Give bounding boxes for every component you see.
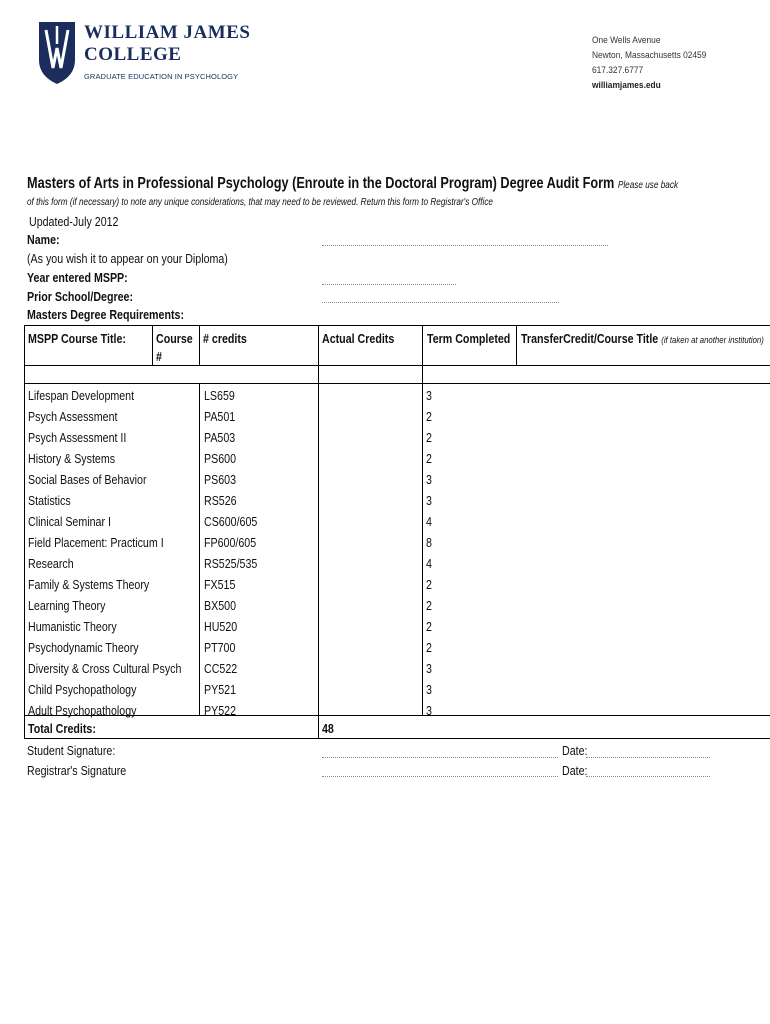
- course-code-cell: PA501: [204, 409, 236, 424]
- student-date-field[interactable]: [586, 757, 710, 758]
- course-code-cell: LS659: [204, 388, 235, 403]
- course-code-cell: BX500: [204, 598, 237, 613]
- course-credits-cell: 4: [426, 556, 432, 571]
- header-actual-credits: Actual Credits: [322, 331, 395, 346]
- registrar-date-field[interactable]: [586, 776, 710, 777]
- total-credits-value: 48: [322, 721, 334, 736]
- header-course-title: MSPP Course Title:: [28, 331, 126, 346]
- address-city: Newton, Massachusetts 02459: [592, 50, 707, 61]
- course-credits-cell: 3: [426, 682, 432, 697]
- course-title-cell: Family & Systems Theory: [28, 577, 150, 592]
- registrar-date-label: Date:: [562, 763, 588, 778]
- registrar-signature-field[interactable]: [322, 776, 558, 777]
- course-credits-cell: 2: [426, 409, 432, 424]
- form-title-text: Masters of Arts in Professional Psychology (Enroute in the Doctoral Program) Degree Audit Form: [27, 175, 615, 192]
- course-title-cell: Clinical Seminar I: [28, 514, 111, 529]
- course-code-cell: FP600/605: [204, 535, 257, 550]
- header-transfer-note: (if taken at another institution): [661, 335, 764, 346]
- course-credits-cell: 3: [426, 388, 432, 403]
- course-credits-cell: 2: [426, 640, 432, 655]
- course-code-cell: CC522: [204, 661, 238, 676]
- course-credits-cell: 3: [426, 703, 432, 718]
- prior-school-field[interactable]: [322, 302, 559, 303]
- course-code-cell: RS526: [204, 493, 237, 508]
- address-phone: 617.327.6777: [592, 65, 644, 76]
- header-transfer-credit: [521, 330, 764, 349]
- header-course-number-symbol: #: [156, 349, 162, 364]
- course-code-cell: PY521: [204, 682, 237, 697]
- course-code-cell: PS600: [204, 451, 237, 466]
- student-signature-field[interactable]: [322, 757, 558, 758]
- course-code-cell: PT700: [204, 640, 236, 655]
- course-credits-cell: 2: [426, 619, 432, 634]
- course-title-cell: Learning Theory: [28, 598, 106, 613]
- brand-tagline: GRADUATE EDUCATION IN PSYCHOLOGY: [84, 72, 239, 81]
- course-credits-cell: 2: [426, 430, 432, 445]
- course-title-cell: Field Placement: Practicum I: [28, 535, 164, 550]
- website-link[interactable]: williamjames.edu: [592, 80, 661, 91]
- header-credits: # credits: [203, 331, 247, 346]
- form-title-note: Please use back: [617, 180, 679, 191]
- registrar-signature-label: Registrar's Signature: [27, 763, 127, 778]
- brand-name-line1: WILLIAM JAMES: [84, 22, 251, 43]
- course-title-cell: Lifespan Development: [28, 388, 135, 403]
- form-subnote: of this form (if necessary) to note any unique considerations, that may need to be reviewed. Return this form to Registrar's Office: [27, 197, 494, 208]
- brand-name-line2: COLLEGE: [84, 44, 182, 65]
- course-code-cell: PA503: [204, 430, 236, 445]
- course-code-cell: PS603: [204, 472, 237, 487]
- requirements-label: Masters Degree Requirements:: [27, 307, 185, 322]
- updated-date: Updated-July 2012: [29, 214, 119, 229]
- name-field[interactable]: [322, 245, 608, 246]
- course-title-cell: Humanistic Theory: [28, 619, 117, 634]
- course-title-cell: Research: [28, 556, 74, 571]
- course-credits-cell: 2: [426, 598, 432, 613]
- student-date-label: Date:: [562, 743, 588, 758]
- course-title-cell: Psych Assessment: [28, 409, 118, 424]
- course-code-cell: FX515: [204, 577, 236, 592]
- course-title-cell: Psych Assessment II: [28, 430, 127, 445]
- course-credits-cell: 8: [426, 535, 432, 550]
- diploma-note: (As you wish it to appear on your Diploma): [27, 251, 228, 266]
- course-credits-cell: 2: [426, 577, 432, 592]
- address-street: One Wells Avenue: [592, 35, 661, 46]
- course-credits-cell: 3: [426, 493, 432, 508]
- course-title-cell: Adult Psychopathology: [28, 703, 137, 718]
- total-credits-label: Total Credits:: [28, 721, 96, 736]
- course-credits-cell: 3: [426, 472, 432, 487]
- form-title-block: [27, 175, 767, 193]
- course-code-cell: CS600/605: [204, 514, 258, 529]
- course-credits-cell: 3: [426, 661, 432, 676]
- course-credits-cell: 2: [426, 451, 432, 466]
- course-title-cell: Psychodynamic Theory: [28, 640, 139, 655]
- year-entered-label: Year entered MSPP:: [27, 270, 128, 285]
- college-address: [592, 33, 706, 93]
- student-signature-label: Student Signature:: [27, 743, 116, 758]
- header-transfer-text: TransferCredit/Course Title: [521, 331, 659, 346]
- course-title-cell: History & Systems: [28, 451, 116, 466]
- header-course-number: Course: [156, 331, 193, 346]
- course-title-cell: Child Psychopathology: [28, 682, 137, 697]
- year-entered-field[interactable]: [322, 284, 456, 285]
- course-code-cell: RS525/535: [204, 556, 258, 571]
- college-brand: [84, 22, 250, 81]
- prior-school-label: Prior School/Degree:: [27, 289, 134, 304]
- course-title-cell: Social Bases of Behavior: [28, 472, 147, 487]
- name-label: Name:: [27, 232, 60, 247]
- college-logo-icon: [37, 20, 77, 86]
- form-title: [27, 175, 679, 193]
- course-title-cell: Statistics: [28, 493, 71, 508]
- header-term-completed: Term Completed: [427, 331, 511, 346]
- course-credits-cell: 4: [426, 514, 432, 529]
- course-title-cell: Diversity & Cross Cultural Psych: [28, 661, 182, 676]
- course-code-cell: PY522: [204, 703, 237, 718]
- course-code-cell: HU520: [204, 619, 238, 634]
